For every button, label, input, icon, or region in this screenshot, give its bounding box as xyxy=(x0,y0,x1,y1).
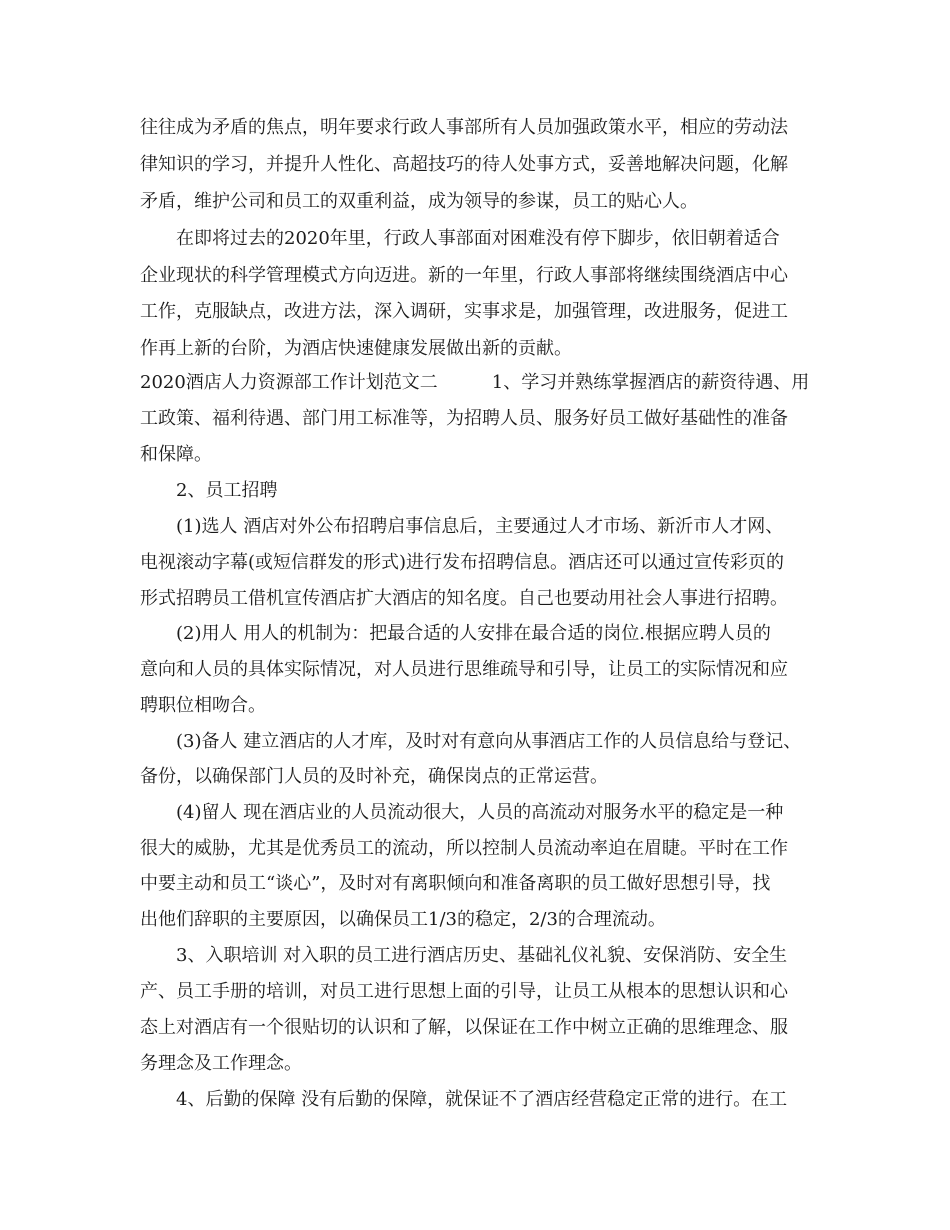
text-line: 形式招聘员工借机宣传酒店扩大酒店的知名度。自己也要动用社会人事进行招聘。 xyxy=(140,588,788,609)
text-line: (2)用人 用人的机制为：把最合适的人安排在最合适的岗位.根据应聘人员的 xyxy=(140,623,771,644)
text-line: 聘职位相吻合。 xyxy=(140,695,266,716)
text-line: 企业现状的科学管理模式方向迈进。新的一年里，行政人事部将继续围绕酒店中心 xyxy=(140,265,788,286)
text-line: 备份，以确保部门人员的及时补充，确保岗点的正常运营。 xyxy=(140,766,608,787)
text-line: (1)选人 酒店对外公布招聘启事信息后，主要通过人才市场、新沂市人才网、 xyxy=(140,516,784,537)
text-line: 2、员工招聘 xyxy=(140,480,278,501)
text-line: 4、后勤的保障 没有后勤的保障，就保证不了酒店经营稳定正常的进行。在工 xyxy=(140,1089,788,1110)
text-line: 在即将过去的2020年里，行政人事部面对困难没有停下脚步，依旧朝着适合 xyxy=(140,228,780,249)
text-line: 务理念及工作理念。 xyxy=(140,1053,302,1074)
text-line: 产、员工手册的培训，对员工进行思想上面的引导，让员工从根本的思想认识和心 xyxy=(140,981,788,1002)
text-line: 意向和人员的具体实际情况，对人员进行思维疏导和引导，让员工的实际情况和应 xyxy=(140,659,788,680)
text-line: 作再上新的台阶，为酒店快速健康发展做出新的贡献。 xyxy=(140,338,572,359)
text-line: 矛盾，维护公司和员工的双重利益，成为领导的参谋，员工的贴心人。 xyxy=(140,191,698,212)
text-line: (4)留人 现在酒店业的人员流动很大，人员的高流动对服务水平的稳定是一种 xyxy=(140,802,784,823)
text-line: 电视滚动字幕(或短信群发的形式)进行发布招聘信息。酒店还可以通过宣传彩页的 xyxy=(140,552,785,573)
section-heading-line: 2020酒店人力资源部工作计划范文二 1、学习并熟练掌握酒店的薪资待遇、用 xyxy=(140,372,810,393)
text-line: 律知识的学习，并提升人性化、高超技巧的待人处事方式，妥善地解决问题，化解 xyxy=(140,154,788,175)
text-line: 工政策、福利待遇、部门用工标准等，为招聘人员、服务好员工做好基础性的准备 xyxy=(140,408,788,429)
text-line: 中要主动和员工“谈心”，及时对有离职倾向和准备离职的员工做好思想引导，找 xyxy=(140,873,771,894)
text-line: 态上对酒店有一个很贴切的认识和了解，以保证在工作中树立正确的思维理念、服 xyxy=(140,1017,788,1038)
text-line: 很大的威胁，尤其是优秀员工的流动，所以控制人员流动率迫在眉睫。平时在工作 xyxy=(140,838,788,859)
text-line: 工作，克服缺点，改进方法，深入调研，实事求是，加强管理，改进服务，促进工 xyxy=(140,301,788,322)
text-line: 3、入职培训 对入职的员工进行酒店历史、基础礼仪礼貌、安保消防、安全生 xyxy=(140,945,788,966)
text-line: 出他们辞职的主要原因，以确保员工1/3的稳定，2/3的合理流动。 xyxy=(140,909,666,930)
text-line: (3)备人 建立酒店的人才库，及时对有意向从事酒店工作的人员信息给与登记、 xyxy=(140,731,802,752)
text-line: 往往成为矛盾的焦点，明年要求行政人事部所有人员加强政策水平，相应的劳动法 xyxy=(140,117,788,138)
text-line: 和保障。 xyxy=(140,444,212,465)
